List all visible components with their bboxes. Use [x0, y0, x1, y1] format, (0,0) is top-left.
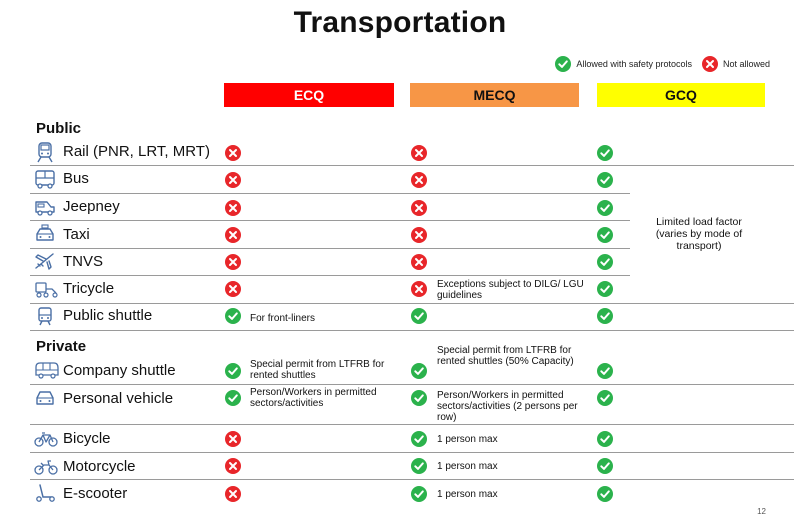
x-circle-icon	[225, 254, 241, 270]
legend-allowed-label: Allowed with safety protocols	[576, 59, 692, 69]
check-circle-icon	[597, 390, 613, 406]
legend-not-allowed	[702, 56, 770, 72]
x-circle-icon	[411, 227, 427, 243]
note-personal-vehicle-mecq: Person/Workers in permitted sectors/activities (2 persons per row)	[437, 390, 578, 423]
mode-label: TNVS	[63, 253, 104, 270]
mode-label: Rail (PNR, LRT, MRT)	[63, 143, 210, 160]
mode-label: Bicycle	[63, 430, 111, 447]
taxi-icon	[34, 224, 56, 242]
check-circle-icon	[597, 363, 613, 379]
jeepney-icon	[34, 197, 56, 215]
note-company-shuttle-ecq: Special permit from LTFRB for rented shuttles	[250, 359, 385, 381]
check-circle-icon	[225, 390, 241, 406]
x-circle-icon	[225, 486, 241, 502]
check-circle-icon	[597, 281, 613, 297]
mode-label: Jeepney	[63, 198, 120, 215]
gcq-group-note: Limited load factor (varies by mode of transport)	[655, 216, 743, 252]
mode-label: Personal vehicle	[63, 390, 174, 407]
row-divider	[30, 384, 794, 385]
check-circle-icon	[597, 227, 613, 243]
mode-label: Taxi	[63, 226, 90, 243]
check-circle-icon	[411, 308, 427, 324]
x-circle-icon	[702, 56, 718, 72]
x-circle-icon	[225, 145, 241, 161]
row-divider	[30, 248, 630, 249]
x-circle-icon	[225, 458, 241, 474]
check-circle-icon	[555, 56, 571, 72]
note-personal-vehicle-ecq: Person/Workers in permitted sectors/activities	[250, 387, 377, 409]
airplane-icon	[34, 251, 56, 269]
check-circle-icon	[411, 363, 427, 379]
page-title: Transportation	[293, 6, 507, 39]
x-circle-icon	[225, 227, 241, 243]
note-company-shuttle-mecq: Special permit from LTFRB for rented shuttles (50% Capacity)	[437, 345, 574, 367]
check-circle-icon	[597, 308, 613, 324]
row-divider	[30, 452, 794, 453]
car-icon	[34, 388, 56, 406]
row-divider	[30, 330, 794, 331]
scooter-icon	[34, 483, 56, 501]
header-gcq: GCQ	[597, 83, 765, 107]
x-circle-icon	[411, 172, 427, 188]
note-public-shuttle-ecq: For front-liners	[250, 313, 316, 324]
x-circle-icon	[411, 145, 427, 161]
header-mecq: MECQ	[410, 83, 579, 107]
tram-icon	[34, 305, 56, 323]
motorcycle-icon	[34, 457, 56, 475]
x-circle-icon	[225, 172, 241, 188]
mode-label: E-scooter	[63, 485, 128, 502]
section-public: Public	[36, 120, 82, 137]
check-circle-icon	[411, 390, 427, 406]
note-bicycle-mecq: 1 person max	[437, 434, 498, 445]
x-circle-icon	[411, 200, 427, 216]
x-circle-icon	[225, 431, 241, 447]
shuttle-icon	[34, 360, 56, 378]
mode-label: Public shuttle	[63, 307, 153, 324]
check-circle-icon	[411, 486, 427, 502]
note-motorcycle-mecq: 1 person max	[437, 461, 498, 472]
note-tricycle-mecq: Exceptions subject to DILG/ LGU guidelines	[437, 279, 584, 301]
x-circle-icon	[225, 281, 241, 297]
check-circle-icon	[597, 254, 613, 270]
row-divider	[30, 424, 794, 425]
tricycle-icon	[34, 279, 56, 297]
x-circle-icon	[225, 200, 241, 216]
legend-allowed	[555, 56, 692, 72]
row-divider	[30, 193, 630, 194]
note-escooter-mecq: 1 person max	[437, 489, 498, 500]
mode-label: Bus	[63, 170, 89, 187]
row-divider	[30, 220, 630, 221]
check-circle-icon	[597, 431, 613, 447]
row-divider	[30, 303, 794, 304]
row-divider	[30, 275, 630, 276]
check-circle-icon	[225, 308, 241, 324]
check-circle-icon	[597, 486, 613, 502]
train-icon	[34, 141, 56, 159]
check-circle-icon	[411, 431, 427, 447]
check-circle-icon	[597, 172, 613, 188]
mode-label: Motorcycle	[63, 458, 136, 475]
bicycle-icon	[34, 429, 56, 447]
check-circle-icon	[411, 458, 427, 474]
mode-label: Tricycle	[63, 280, 115, 297]
check-circle-icon	[225, 363, 241, 379]
legend	[545, 56, 770, 72]
bus-icon	[34, 169, 56, 187]
legend-not-allowed-label: Not allowed	[722, 59, 770, 69]
page-number: 12	[757, 507, 766, 516]
row-divider	[30, 165, 794, 166]
x-circle-icon	[411, 254, 427, 270]
section-private: Private	[36, 338, 87, 355]
check-circle-icon	[597, 458, 613, 474]
row-divider	[30, 479, 794, 480]
mode-label: Company shuttle	[63, 362, 176, 379]
x-circle-icon	[411, 281, 427, 297]
check-circle-icon	[597, 145, 613, 161]
check-circle-icon	[597, 200, 613, 216]
header-ecq: ECQ	[224, 83, 394, 107]
